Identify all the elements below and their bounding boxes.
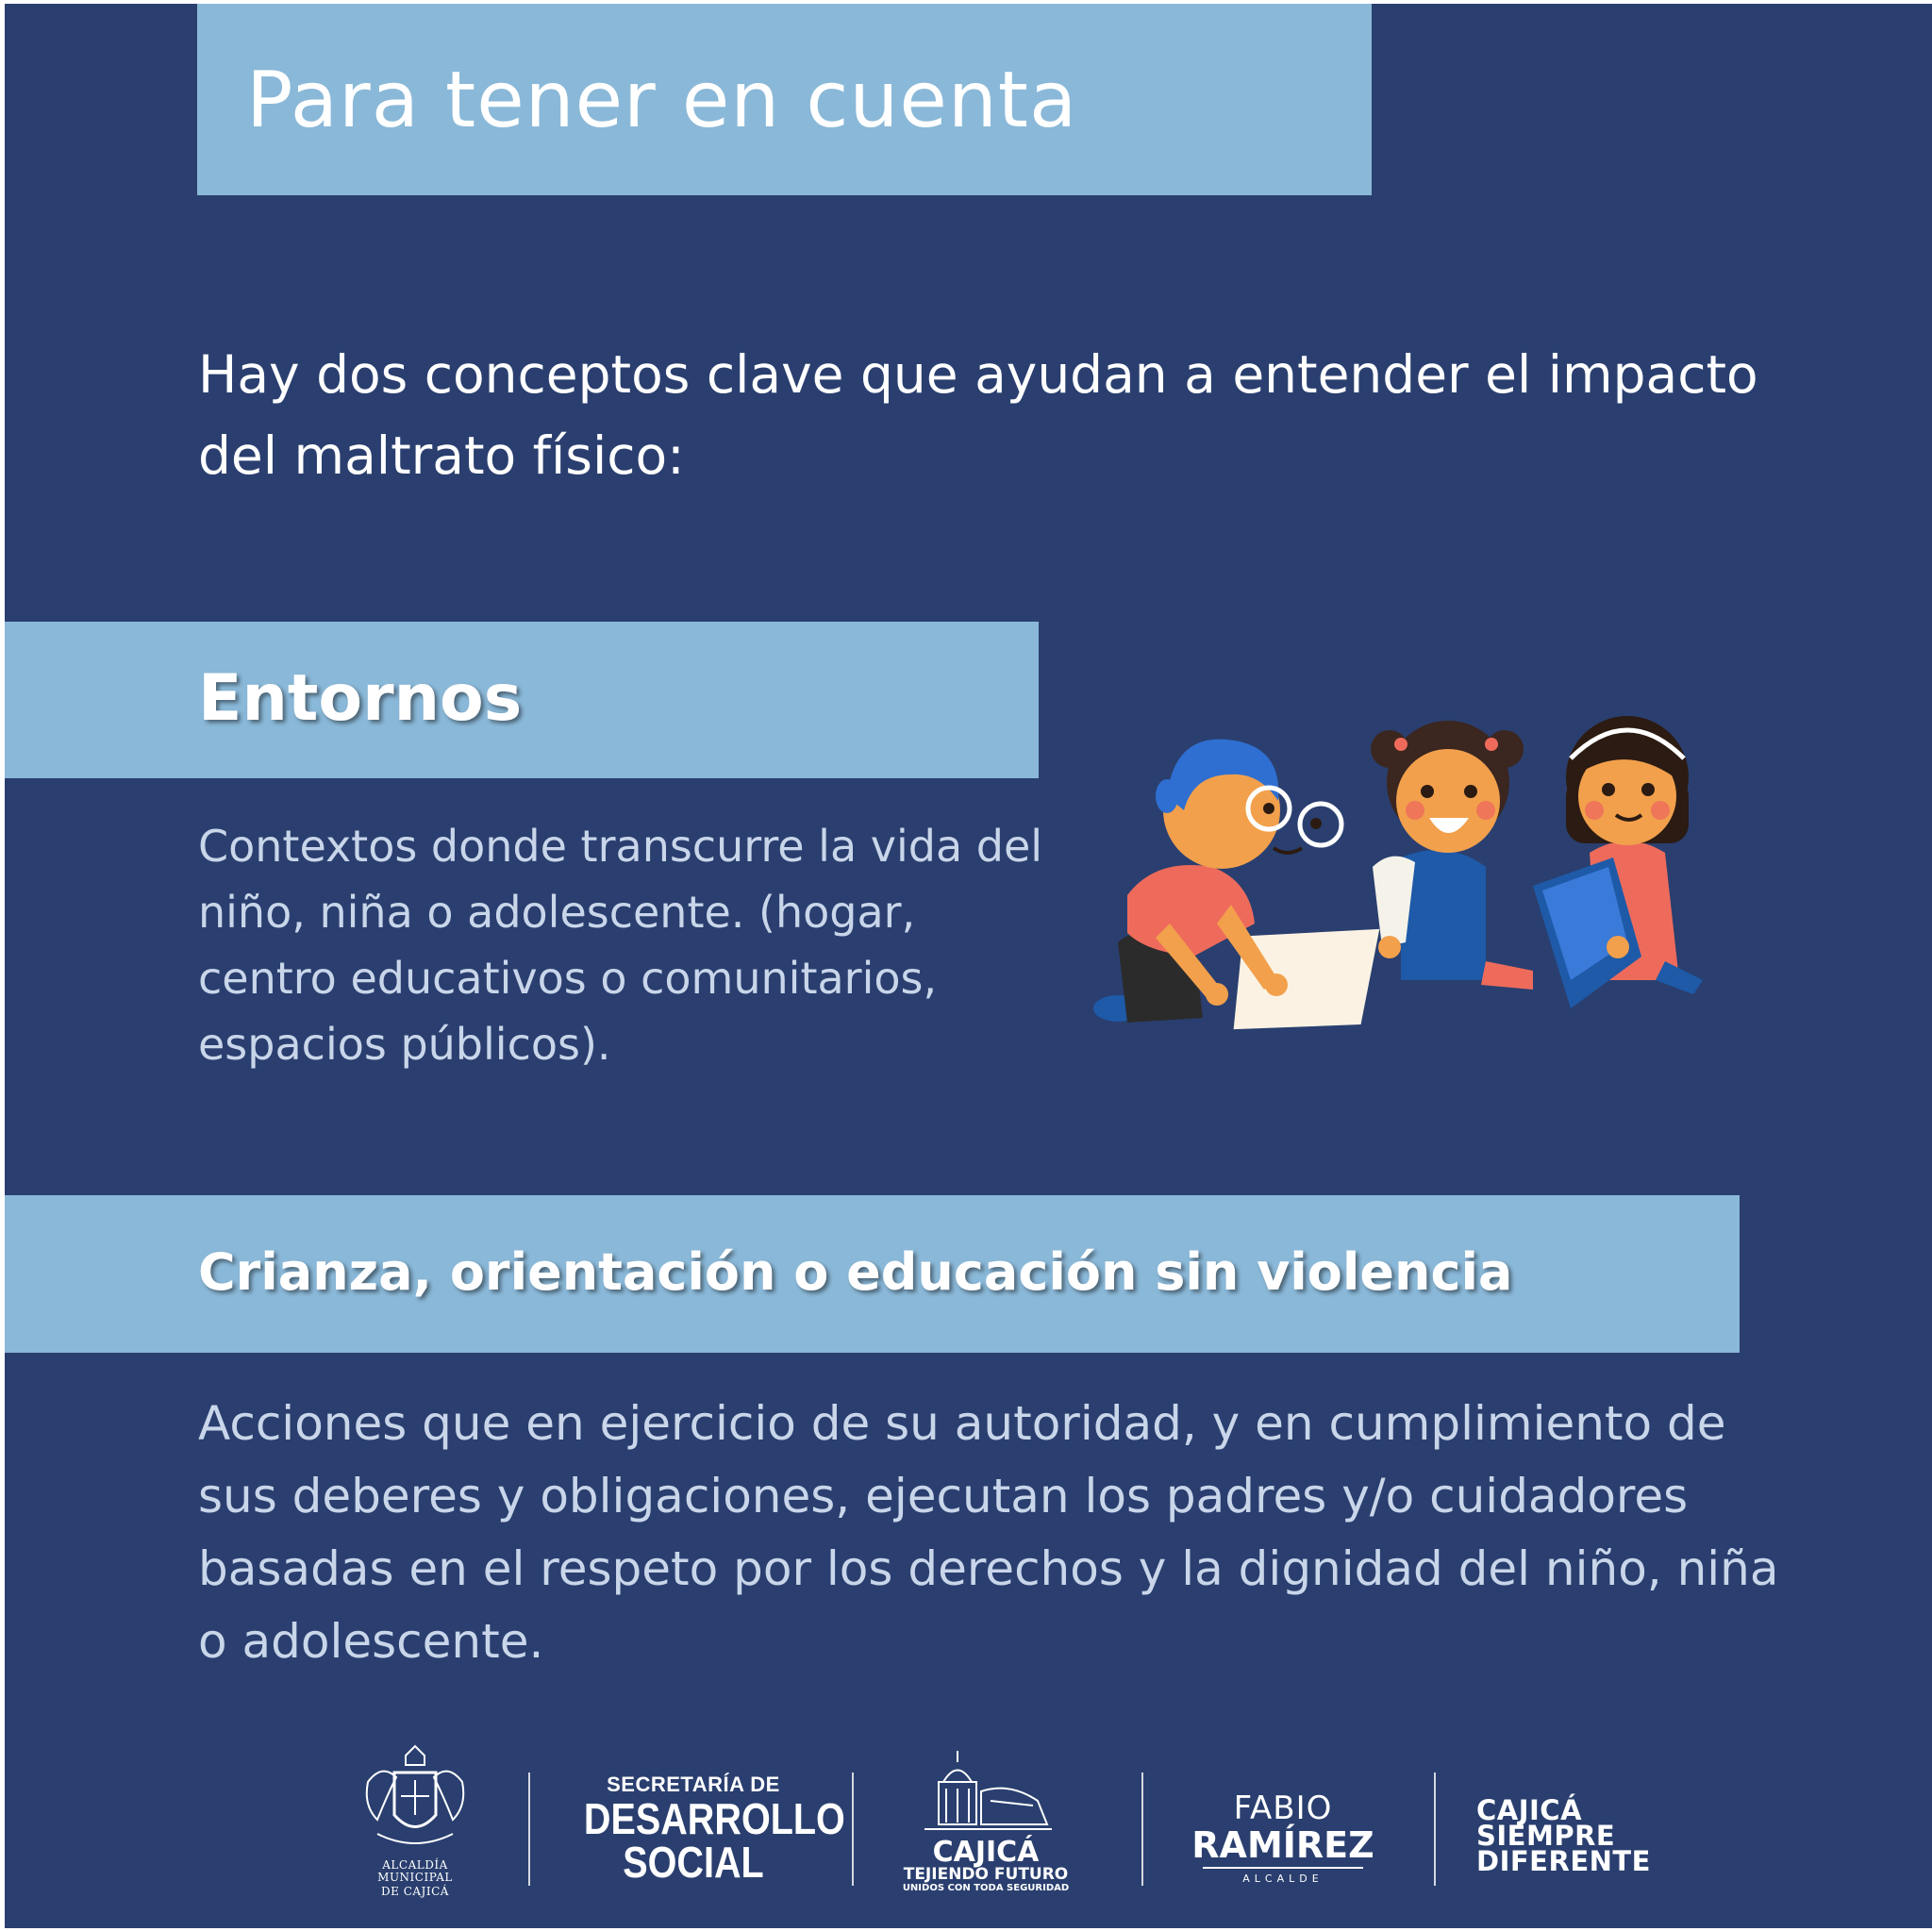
secretaria-line-1: SECRETARÍA DE xyxy=(607,1773,780,1796)
siempre-line-1: CAJICÁ xyxy=(1476,1794,1583,1826)
fabio-ramirez-logo xyxy=(1189,1791,1377,1885)
municipal-crest-icon xyxy=(358,1744,472,1857)
footer-logos xyxy=(344,1744,1740,1905)
fabio-last-name: RAMÍREZ xyxy=(1191,1824,1374,1866)
alcaldia-caption-1: ALCALDÍA MUNICIPAL xyxy=(377,1858,453,1884)
section-body-crianza: Acciones que en ejercicio de su autoridad, y en cumplimiento de sus deberes y obligaciones, ejecutan los padres y/o cuidadores basadas en el respeto por los derechos y la dignidad del niño, niña o adolescente. xyxy=(198,1396,1779,1669)
section-title-crianza: Crianza, orientación o educación sin violencia xyxy=(198,1242,1513,1302)
siempre-line-2: SIEMPRE xyxy=(1476,1820,1616,1852)
divider xyxy=(528,1773,530,1886)
girl-figure-right xyxy=(1533,716,1703,1008)
secretaria-line-3: SOCIAL xyxy=(623,1838,764,1887)
page-title: Para tener en cuenta xyxy=(246,56,1078,145)
cajica-subtagline: UNIDOS CON TODA SEGURIDAD xyxy=(902,1883,1070,1893)
cajica-tagline: TEJIENDO FUTURO xyxy=(903,1865,1069,1884)
divider xyxy=(852,1773,854,1886)
divider xyxy=(1141,1773,1143,1886)
section-body-entornos: Contextos donde transcurre la vida del niño, niña o adolescente. (hogar, centro educativos o comunitarios, espacios públicos). xyxy=(198,821,1043,1070)
section-band-entornos xyxy=(5,622,1039,778)
secretaria-logo xyxy=(566,1773,845,1887)
children-reading-illustration xyxy=(1090,707,1750,1032)
fabio-first-name: FABIO xyxy=(1233,1790,1333,1827)
fabio-role: ALCALDE xyxy=(1242,1873,1324,1885)
siempre-line-3: DIFERENTE xyxy=(1476,1845,1651,1877)
fabio-underline xyxy=(1203,1867,1363,1869)
divider xyxy=(1434,1773,1436,1886)
section-title-entornos: Entornos xyxy=(198,661,523,736)
girl-figure-middle xyxy=(1371,721,1533,990)
cajica-name: CAJICÁ xyxy=(932,1836,1040,1869)
cajica-logo xyxy=(882,1749,1090,1894)
poster xyxy=(5,4,1932,1928)
secretaria-line-2: DESARROLLO xyxy=(583,1794,845,1843)
siempre-diferente-logo xyxy=(1476,1794,1722,1877)
alcaldia-caption-2: DE CAJICÁ xyxy=(381,1885,449,1898)
title-band xyxy=(197,4,1372,195)
section-band-crianza xyxy=(5,1195,1740,1353)
capitol-train-icon xyxy=(915,1749,1057,1839)
alcaldia-logo xyxy=(344,1744,486,1905)
intro-text: Hay dos conceptos clave que ayudan a entender el impacto del maltrato físico: xyxy=(198,344,1758,486)
